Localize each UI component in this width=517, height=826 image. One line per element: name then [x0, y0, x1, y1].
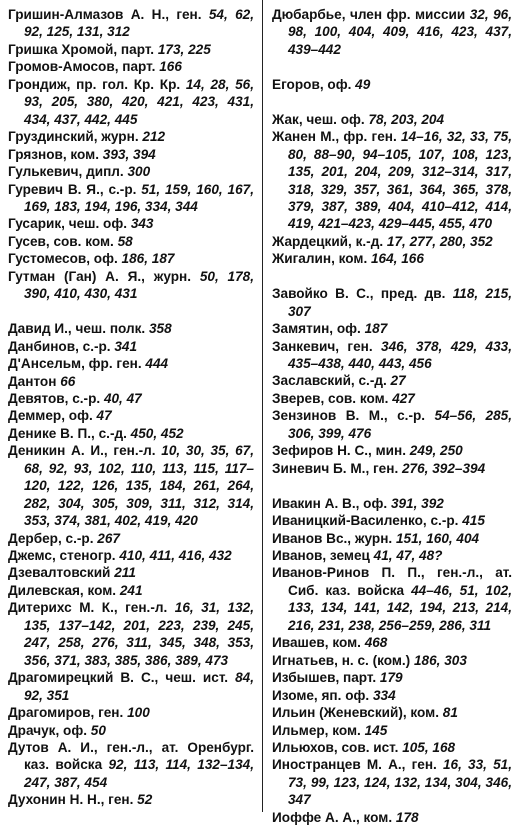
entry-description: парт. [339, 670, 380, 686]
index-entry [272, 6, 512, 58]
entry-name: Грондиж, [8, 76, 71, 92]
entry-description: ком. [359, 809, 396, 825]
entry-name: Драгомирецкий В. С., [8, 670, 159, 686]
entry-name: Ильин (Женевский), [272, 705, 407, 721]
entry-pages: 145 [364, 722, 388, 738]
entry-pages: 49 [355, 76, 371, 92]
index-entry [272, 128, 512, 233]
entry-pages: 427 [392, 390, 415, 406]
index-entry [272, 564, 512, 634]
index-entry [8, 146, 254, 163]
entry-pages: 78, 203, 204 [368, 111, 445, 127]
entry-pages: 241 [119, 582, 143, 598]
index-entry [8, 58, 254, 75]
entry-description: чеш. оф. [64, 216, 131, 232]
index-entry [272, 250, 512, 267]
entry-description: с.-р. [78, 338, 115, 354]
entry-pages: 164, 166 [371, 251, 424, 267]
entry-name: Заславский, [272, 373, 355, 389]
entry-description: чеш. оф. [302, 111, 369, 127]
entry-name: Иваницкий-Василенко, [272, 513, 427, 529]
entry-pages: 166 [159, 59, 182, 75]
entry-description: дипл. [82, 164, 128, 180]
entry-pages: 343 [130, 216, 154, 232]
entry-pages: 410, 411, 416, 432 [119, 548, 232, 564]
entry-name: Зверев, [272, 390, 325, 406]
entry-name: Иностранцев М. А., [272, 757, 406, 773]
entry-description: сов. ком. [324, 390, 393, 406]
entry-pages: 276, 392–394 [402, 460, 486, 476]
entry-pages: 358 [148, 321, 172, 337]
entry-pages: 393, 394 [102, 146, 156, 162]
entry-pages: 16, 31, 132, 135, 137–142, 201, 223, 239, 245, 247, 258, 276, 311, 345, 348, 353, 356, 371, 383, 385, 386, 389, 473 [24, 600, 254, 668]
entry-name: Дутов А. И., [8, 740, 98, 756]
index-entry [8, 163, 254, 180]
entry-pages: 27 [390, 373, 406, 389]
index-entry [8, 547, 254, 564]
entry-name: Грязнов, [8, 146, 67, 162]
entry-description: ком. [328, 722, 365, 738]
index-entry [8, 128, 254, 145]
entry-pages: 44–46, 51, 102, 133, 134, 141, 142, 194, 213, 214, 216, 231, 238, 256–259, 286, 311 [288, 582, 512, 633]
index-entry [272, 407, 512, 442]
entry-pages: 58 [117, 233, 133, 249]
index-entry [272, 809, 512, 826]
index-entry [8, 181, 254, 216]
entry-description: оф. [359, 495, 391, 511]
entry-name: Девятов, [8, 390, 69, 406]
entry-name: Занкевич, [272, 338, 340, 354]
entry-pages: 267 [97, 530, 120, 546]
entry-description: пр. гол. Кр. Кр. [70, 76, 186, 92]
entry-description: с.-д. [354, 373, 391, 389]
entry-description: с.-р. [103, 181, 142, 197]
entry-name: Груздинский, [8, 129, 98, 145]
entry-pages: 444 [145, 356, 169, 372]
entry-pages: 186, 187 [121, 251, 175, 267]
entry-description: журн. [97, 129, 143, 145]
entry-pages: 51, 159, 160, 167, 169, 183, 194, 196, 334, 344 [24, 181, 254, 214]
entry-name: Ильюхов, [272, 739, 338, 755]
entry-description: ген. [94, 705, 128, 721]
entry-pages: 468 [364, 635, 388, 651]
index-entry [272, 372, 512, 389]
index-entry [8, 582, 254, 599]
index-column-left [8, 6, 254, 809]
index-entry [8, 233, 254, 250]
index-entry [8, 425, 254, 442]
entry-pages: 450, 452 [130, 425, 184, 441]
entry-name: Джемс, [8, 548, 56, 564]
entry-description: земец [326, 547, 374, 563]
entry-name: Гуревич В. Я., [8, 181, 104, 197]
entry-name: Иванов Вс., [272, 530, 352, 546]
entry-name: Гришин-Алмазов А. Н., [8, 7, 170, 22]
entry-description: ген.-л., ат. Оренбург. каз. войска [24, 740, 254, 773]
entry-pages: 105, 168 [402, 739, 456, 755]
entry-description: стеногр. [55, 548, 120, 564]
entry-pages: 92, 113, 114, 132–134, 247, 387, 454 [24, 757, 254, 790]
entry-name: Деникин А. И., [8, 443, 108, 459]
index-entry [272, 338, 512, 373]
entry-name: Жак, [272, 111, 303, 127]
entry-name: Дюбарбье, [272, 7, 346, 22]
entry-pages: 14–16, 32, 33, 75, 80, 88–90, 94–105, 107, 108, 123, 135, 201, 204, 209, 312–314, 317, 318, 329, 357, 361, 364, 365, 378, 379, 387, 389, 404, 410–412, 414, 419, 421–423, 429–445, 455, 470 [288, 129, 512, 232]
entry-pages: 179 [379, 670, 403, 686]
entry-description: ген. [104, 792, 138, 808]
entry-description: ком. [66, 146, 103, 162]
index-entry [8, 390, 254, 407]
entry-description: сов. ком. [49, 233, 118, 249]
index-entry [272, 634, 512, 651]
entry-description: оф. [323, 76, 356, 92]
entry-description: ген. [369, 460, 402, 476]
entry-description: ген.-л. [117, 600, 175, 616]
entry-description: н. с. (ком.) [337, 652, 414, 668]
entry-description: ком. [334, 251, 371, 267]
entry-description: чеш. ист. [158, 670, 236, 686]
entry-name: Жардецкий, [272, 233, 352, 249]
index-entry [8, 739, 254, 791]
entry-pages: 211 [114, 565, 136, 581]
index-entry [272, 76, 512, 93]
entry-name: Драгомиров, [8, 705, 95, 721]
index-entry [8, 355, 254, 372]
entry-name: Гусарик, [8, 216, 65, 232]
entry-name: Д'Ансельм, [8, 356, 85, 372]
index-entry [272, 704, 512, 721]
entry-pages: 151, 160, 404 [395, 530, 480, 546]
index-entry [272, 233, 512, 250]
entry-name: Дилевская, [8, 582, 84, 598]
entry-name: Завойко В. С., [272, 286, 374, 302]
entry-name: Ивакин А. В., [272, 495, 360, 511]
entry-pages: 40, 47 [103, 390, 142, 406]
index-entry [272, 495, 512, 512]
letter-group-gap [8, 303, 254, 320]
column-divider [262, 0, 263, 812]
entry-name: Денике В. П., [8, 425, 95, 441]
entry-name: Замятин, [272, 321, 334, 337]
entry-description: ген. [405, 757, 443, 773]
entry-description: ком. [83, 582, 120, 598]
entry-pages: 84, 92, 351 [24, 670, 254, 703]
entry-name: Драчук, [8, 722, 60, 738]
entry-description: яп. оф. [317, 687, 373, 703]
index-entry [8, 407, 254, 424]
entry-name: Изоме, [272, 687, 318, 703]
entry-name: Игнатьев, [272, 652, 338, 668]
index-entry [8, 722, 254, 739]
letter-group-gap [272, 268, 512, 285]
entry-pages: 54–56, 285, 306, 399, 476 [288, 408, 513, 441]
index-entry [8, 704, 254, 721]
entry-pages: 10, 30, 35, 67, 68, 92, 93, 102, 110, 113, 115, 117–120, 122, 126, 135, 184, 261, 264, 282, 304, 305, 309, 311, 312, 314, 353, 374, 381, 402, 419, 420 [24, 443, 255, 529]
index-entry [272, 739, 512, 756]
entry-pages: 300 [127, 164, 151, 180]
entry-pages: 14, 28, 56, 93, 205, 380, 420, 421, 423, 431, 434, 437, 442, 445 [24, 76, 254, 127]
entry-pages: 47 [96, 408, 112, 424]
entry-name: Густомесов, [8, 251, 91, 267]
entry-name: Дербер, [8, 530, 62, 546]
entry-name: Ильмер, [272, 722, 329, 738]
index-column-right [272, 6, 512, 826]
index-entry [8, 76, 254, 128]
entry-description: парт. [118, 59, 160, 75]
entry-description: фр. ген. [339, 129, 402, 145]
index-entry [8, 373, 254, 390]
entry-name: Гутман (Ган) А. Я., [8, 268, 145, 284]
entry-description: с.-р. [61, 530, 98, 546]
entry-description: ген.-л., ат. Сиб. каз. войска [288, 565, 512, 598]
entry-name: Деммер, [8, 408, 65, 424]
entry-description: чеш. полк. [71, 321, 149, 337]
entry-name: Жанен М., [272, 129, 340, 145]
index-entry [272, 512, 512, 529]
entry-description: оф. [64, 408, 97, 424]
index-entry [272, 285, 512, 320]
entry-name: Давид И., [8, 321, 72, 337]
index-entry [272, 111, 512, 128]
entry-description: член фр. миссии [345, 7, 470, 22]
entry-pages: 178 [395, 809, 419, 825]
entry-pages: 41, 47, 48? [373, 547, 443, 563]
entry-pages: 16, 33, 51, 73, 99, 123, 124, 132, 134, 304, 346, 347 [288, 757, 513, 808]
index-entry [8, 250, 254, 267]
entry-name: Дантон [8, 373, 57, 389]
entry-name: Зефиров Н. С., [272, 443, 372, 459]
entry-description: оф. [90, 251, 122, 267]
entry-name: Жигалин, [272, 251, 335, 267]
entry-description: с.-д. [94, 425, 131, 441]
index-entry [8, 791, 254, 808]
entry-description: ген. [169, 7, 209, 22]
entry-pages: 50, 178, 390, 410, 430, 431 [24, 268, 254, 302]
entry-description: ген. [339, 338, 382, 354]
entry-name: Данбинов, [8, 338, 79, 354]
index-entry [8, 530, 254, 547]
index-entry [8, 442, 254, 529]
entry-pages: 212 [142, 129, 166, 145]
entry-description: с.-р. [426, 513, 463, 529]
index-entry [8, 564, 254, 581]
entry-pages: 50 [90, 722, 106, 738]
entry-pages: 32, 96, 98, 100, 404, 409, 416, 423, 437, 439–442 [288, 7, 512, 57]
index-entry [8, 41, 254, 58]
entry-pages: 100 [127, 705, 150, 721]
entry-pages: 118, 215, 307 [288, 286, 512, 319]
entry-name: Дзевалтовский [8, 565, 111, 581]
entry-description: журн. [144, 268, 200, 284]
entry-name: Дитерихс М. К., [8, 600, 118, 616]
entry-description: сов. ист. [337, 739, 403, 755]
entry-pages: 81 [442, 705, 458, 721]
entry-pages: 415 [462, 513, 485, 529]
entry-description: с.-р. [68, 390, 104, 406]
index-entry [272, 442, 512, 459]
index-entry [8, 215, 254, 232]
index-entry [8, 669, 254, 704]
index-entry [8, 338, 254, 355]
entry-description: с.-р. [387, 408, 435, 424]
index-entry [272, 652, 512, 669]
entry-description: парт. [117, 41, 158, 57]
entry-description: мин. [371, 443, 410, 459]
entry-name: Егоров, [272, 76, 324, 92]
index-entry [8, 599, 254, 669]
index-entry [272, 756, 512, 808]
entry-name: Иванов, [272, 547, 327, 563]
entry-description: пред. дв. [373, 286, 453, 302]
entry-name: Гулькевич, [8, 164, 83, 180]
index-entry [8, 320, 254, 337]
index-entry [272, 669, 512, 686]
index-entry [272, 390, 512, 407]
entry-name: Иоффе А. А., [272, 809, 360, 825]
entry-description: оф. [59, 722, 91, 738]
entry-name: Духонин Н. Н., [8, 792, 105, 808]
entry-name: Громов-Амосов, [8, 59, 119, 75]
entry-description: фр. ген. [84, 356, 146, 372]
entry-description: оф. [333, 321, 365, 337]
entry-name: Ивашев, [272, 635, 329, 651]
entry-description: ком. [406, 705, 443, 721]
entry-description: к.-д. [351, 233, 387, 249]
index-entry [8, 6, 254, 41]
entry-description: журн. [351, 530, 396, 546]
index-entry [272, 722, 512, 739]
index-entry [272, 547, 512, 564]
index-entry [8, 268, 254, 303]
entry-pages: 54, 62, 92, 125, 131, 312 [24, 7, 254, 40]
index-entry [272, 687, 512, 704]
entry-name: Избышев, [272, 670, 340, 686]
entry-name: Гришка Хромой, [8, 41, 118, 57]
entry-name: Зензинов В. М., [272, 408, 388, 424]
index-entry [272, 320, 512, 337]
entry-pages: 391, 392 [390, 495, 444, 511]
entry-name: Зиневич Б. М., [272, 460, 370, 476]
entry-pages: 249, 250 [409, 443, 463, 459]
entry-pages: 173, 225 [157, 41, 211, 57]
entry-pages: 334 [372, 687, 396, 703]
entry-description: ген.-л. [107, 443, 162, 459]
index-entry [272, 460, 512, 477]
entry-pages: 187 [364, 321, 388, 337]
index-entry [272, 530, 512, 547]
entry-pages: 346, 378, 429, 433, 435–438, 440, 443, 456 [288, 338, 513, 372]
entry-pages: 52 [137, 792, 153, 808]
entry-pages: 66 [60, 373, 76, 389]
entry-pages: 186, 303 [414, 652, 467, 668]
entry-pages: 17, 277, 280, 352 [386, 233, 493, 249]
letter-group-gap [272, 93, 512, 110]
letter-group-gap [272, 58, 512, 75]
entry-pages: 341 [114, 338, 138, 354]
entry-name: Гусев, [8, 233, 50, 249]
entry-description: ком. [328, 635, 365, 651]
entry-name: Иванов-Ринов П. П., [272, 565, 425, 581]
letter-group-gap [272, 477, 512, 494]
